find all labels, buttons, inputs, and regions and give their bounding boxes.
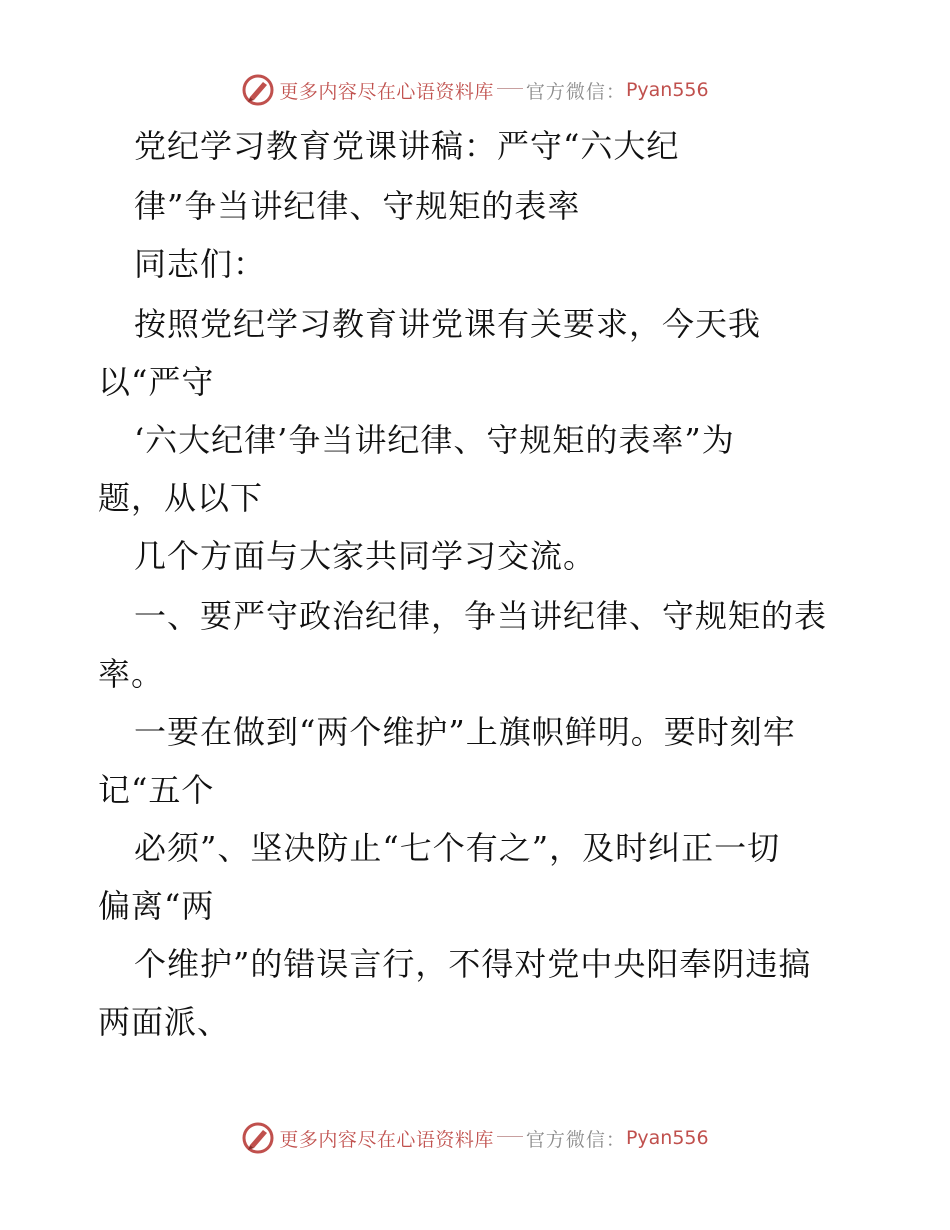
section-heading-1: 一、要严守政治纪律，争当讲纪律、守规矩的表 <box>134 597 828 635</box>
text-line: 必须”、坚决防止“七个有之”，及时纠正一切 <box>134 829 781 867</box>
text-line: 记“五个 <box>98 771 215 809</box>
header-wechat-id: Pyan556 <box>625 79 709 101</box>
header-wechat-label: 官方微信： <box>525 80 626 103</box>
text-line: 偏离“两 <box>98 887 215 925</box>
text-line: 以“严守 <box>98 363 215 401</box>
text-line: 率。 <box>98 655 165 693</box>
footer-wechat-label: 官方微信： <box>525 1128 626 1151</box>
pen-logo-icon <box>241 1121 275 1155</box>
text-line: 一要在做到“两个维护”上旗帜鲜明。要时刻牢 <box>134 713 796 751</box>
title-line-1: 党纪学习教育党课讲稿：严守“六大纪 <box>134 127 680 165</box>
text-line: ‘六大纪律’争当讲纪律、守规矩的表率”为 <box>134 421 735 459</box>
salutation: 同志们： <box>134 245 267 283</box>
footer-wechat-id: Pyan556 <box>625 1127 709 1149</box>
header-banner <box>0 68 950 112</box>
header-site-text: 更多内容尽在心语资料库 <box>279 80 494 103</box>
footer-banner <box>0 1116 950 1160</box>
footer-site-text: 更多内容尽在心语资料库 <box>279 1128 494 1151</box>
footer-dash <box>497 1136 523 1137</box>
title-line-2: 律”争当讲纪律、守规矩的表率 <box>134 187 581 225</box>
text-line: 两面派、 <box>98 1003 231 1041</box>
text-line: 题，从以下 <box>98 479 264 517</box>
text-line: 几个方面与大家共同学习交流。 <box>134 537 597 575</box>
text-line: 个维护”的错误言行，不得对党中央阳奉阴违搞 <box>134 945 812 983</box>
header-dash <box>497 88 523 89</box>
text-line: 按照党纪学习教育讲党课有关要求，今天我 <box>134 305 762 343</box>
pen-logo-icon <box>241 73 275 107</box>
